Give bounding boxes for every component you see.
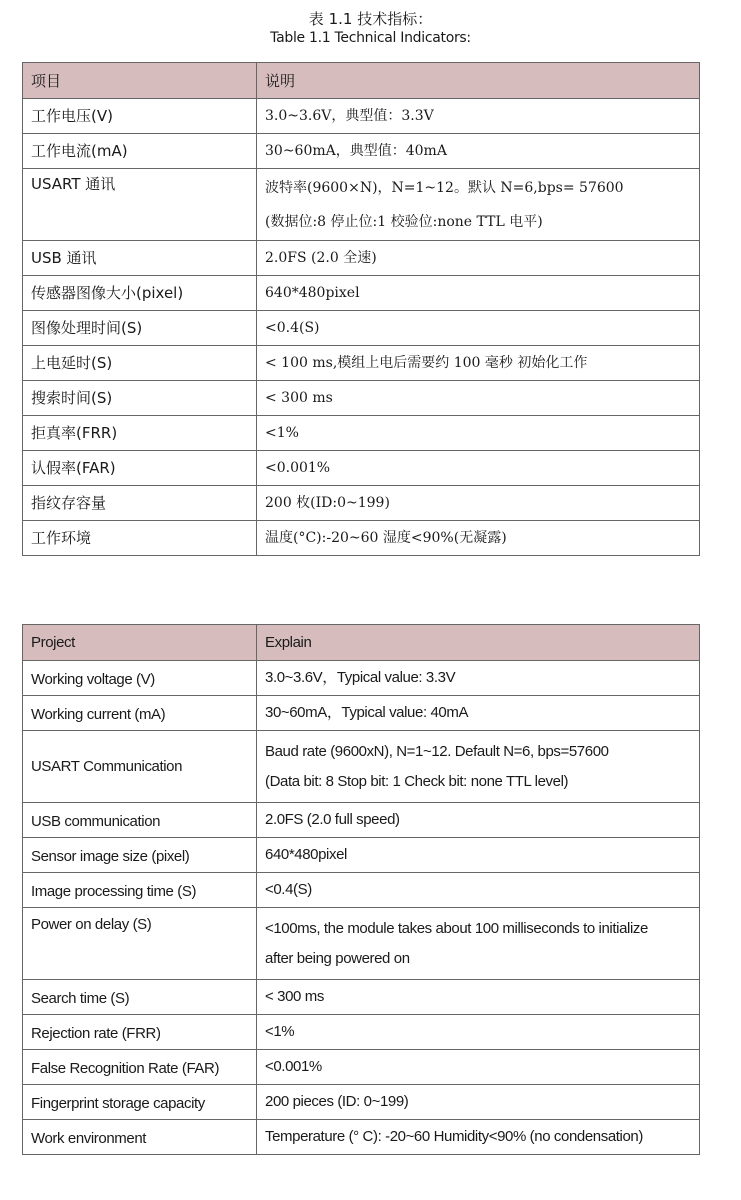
row-value-line: <1%: [265, 1023, 295, 1040]
row-value: [257, 908, 700, 980]
table-row: [23, 99, 700, 134]
row-value-line: Baud rate (9600xN), N=1~12. Default N=6, bps=57600: [265, 742, 609, 760]
row-value-line: 2.0FS (2.0 全速): [265, 250, 377, 266]
row-value: [257, 241, 700, 276]
table-row: [23, 241, 700, 276]
row-label: USART Communication: [23, 731, 257, 803]
table-row: [23, 838, 700, 873]
row-label: USB communication: [23, 803, 257, 838]
table-row: [23, 169, 700, 241]
table-row: [23, 311, 700, 346]
table-row: [23, 1015, 700, 1050]
row-label: 指纹存容量: [23, 486, 257, 521]
row-label: 工作电压(V): [23, 99, 257, 134]
row-value: [257, 803, 700, 838]
caption-english: Table 1.1 Technical Indicators:: [270, 30, 471, 46]
table-row: [23, 346, 700, 381]
row-value: [257, 486, 700, 521]
table-row: [23, 381, 700, 416]
row-value-line: < 300 ms: [265, 390, 333, 406]
row-label: 拒真率(FRR): [23, 416, 257, 451]
table-row: [23, 134, 700, 169]
table-row: [23, 1120, 700, 1155]
row-label: 搜索时间(S): [23, 381, 257, 416]
row-value: [257, 980, 700, 1015]
row-value-line: (Data bit: 8 Stop bit: 1 Check bit: none TTL level): [265, 772, 569, 790]
row-value-line: after being powered on: [265, 949, 410, 967]
row-label: 上电延时(S): [23, 346, 257, 381]
table-row: [23, 731, 700, 803]
row-label: 工作电流(mA): [23, 134, 257, 169]
table-caption: [0, 0, 741, 47]
row-label: Power on delay (S): [23, 908, 257, 980]
row-value: [257, 838, 700, 873]
row-label: Search time (S): [23, 980, 257, 1015]
row-value-line: <100ms, the module takes about 100 milliseconds to initialize: [265, 919, 648, 937]
row-value: [257, 1085, 700, 1120]
row-label: Working current (mA): [23, 696, 257, 731]
row-value: [257, 521, 700, 556]
row-value-line: (数据位:8 停止位:1 校验位:none TTL 电平): [265, 213, 543, 230]
row-value: [257, 1120, 700, 1155]
row-value: [257, 873, 700, 908]
row-label: USART 通讯: [23, 169, 257, 241]
row-label: 图像处理时间(S): [23, 311, 257, 346]
row-value-line: 200 pieces (ID: 0~199): [265, 1093, 409, 1110]
row-value-line: Temperature (° C): -20~60 Humidity<90% (no condensation): [265, 1128, 643, 1145]
row-value-line: 3.0~3.6V，典型值：3.3V: [265, 108, 434, 124]
row-value-line: <0.001%: [265, 460, 331, 476]
caption-chinese: 表 1.1 技术指标：: [308, 10, 433, 28]
table-row: [23, 521, 700, 556]
table-row: [23, 276, 700, 311]
row-value-line: <0.001%: [265, 1058, 322, 1075]
row-value: [257, 134, 700, 169]
row-value-line: < 100 ms,模组上电后需要约 100 毫秒 初始化工作: [265, 355, 588, 371]
row-value-line: 2.0FS (2.0 full speed): [265, 811, 400, 828]
row-label: Work environment: [23, 1120, 257, 1155]
row-label: Rejection rate (FRR): [23, 1015, 257, 1050]
header-item-column: Project: [23, 625, 257, 661]
table-row: [23, 873, 700, 908]
table-row: [23, 661, 700, 696]
header-item-column: 项目: [23, 63, 257, 99]
table-row: [23, 980, 700, 1015]
row-value-line: 640*480pixel: [265, 846, 347, 863]
row-value: [257, 696, 700, 731]
table-row: [23, 416, 700, 451]
table-row: [23, 1085, 700, 1120]
table-row: [23, 908, 700, 980]
row-value: [257, 99, 700, 134]
table-row: [23, 803, 700, 838]
row-value-line: < 300 ms: [265, 988, 324, 1005]
table-header-row: [23, 625, 700, 661]
spec-table-chinese: [22, 62, 700, 556]
row-value: [257, 346, 700, 381]
row-value: [257, 1015, 700, 1050]
row-value-line: 波特率(9600×N)，N=1~12。默认 N=6,bps= 57600: [265, 179, 624, 196]
row-value-line: 温度(°C):-20~60 湿度<90%(无凝露): [265, 530, 507, 546]
row-label: 工作环境: [23, 521, 257, 556]
row-value: [257, 311, 700, 346]
row-value: [257, 451, 700, 486]
table-row: [23, 451, 700, 486]
row-value: [257, 1050, 700, 1085]
row-value: [257, 416, 700, 451]
header-description-column: 说明: [257, 63, 700, 99]
row-value: [257, 381, 700, 416]
row-label: False Recognition Rate (FAR): [23, 1050, 257, 1085]
table-row: [23, 696, 700, 731]
row-value: [257, 731, 700, 803]
row-value-line: 3.0~3.6V，Typical value: 3.3V: [265, 669, 456, 686]
table-header-row: [23, 63, 700, 99]
row-label: Working voltage (V): [23, 661, 257, 696]
row-value: [257, 276, 700, 311]
row-label: Image processing time (S): [23, 873, 257, 908]
row-label: USB 通讯: [23, 241, 257, 276]
row-value: [257, 661, 700, 696]
row-label: Fingerprint storage capacity: [23, 1085, 257, 1120]
spec-table-english: [22, 624, 700, 1155]
row-label: 传感器图像大小(pixel): [23, 276, 257, 311]
row-label: 认假率(FAR): [23, 451, 257, 486]
row-value-line: 30~60mA，典型值：40mA: [265, 143, 447, 159]
row-label: Sensor image size (pixel): [23, 838, 257, 873]
row-value-line: <0.4(S): [265, 881, 312, 898]
row-value-line: 30~60mA，Typical value: 40mA: [265, 704, 469, 721]
header-description-column: Explain: [257, 625, 700, 661]
row-value-line: 200 枚(ID:0~199): [265, 495, 390, 511]
row-value-line: <1%: [265, 425, 299, 441]
row-value-line: <0.4(S): [265, 320, 320, 336]
table-row: [23, 1050, 700, 1085]
table-row: [23, 486, 700, 521]
row-value-line: 640*480pixel: [265, 285, 360, 301]
row-value: [257, 169, 700, 241]
